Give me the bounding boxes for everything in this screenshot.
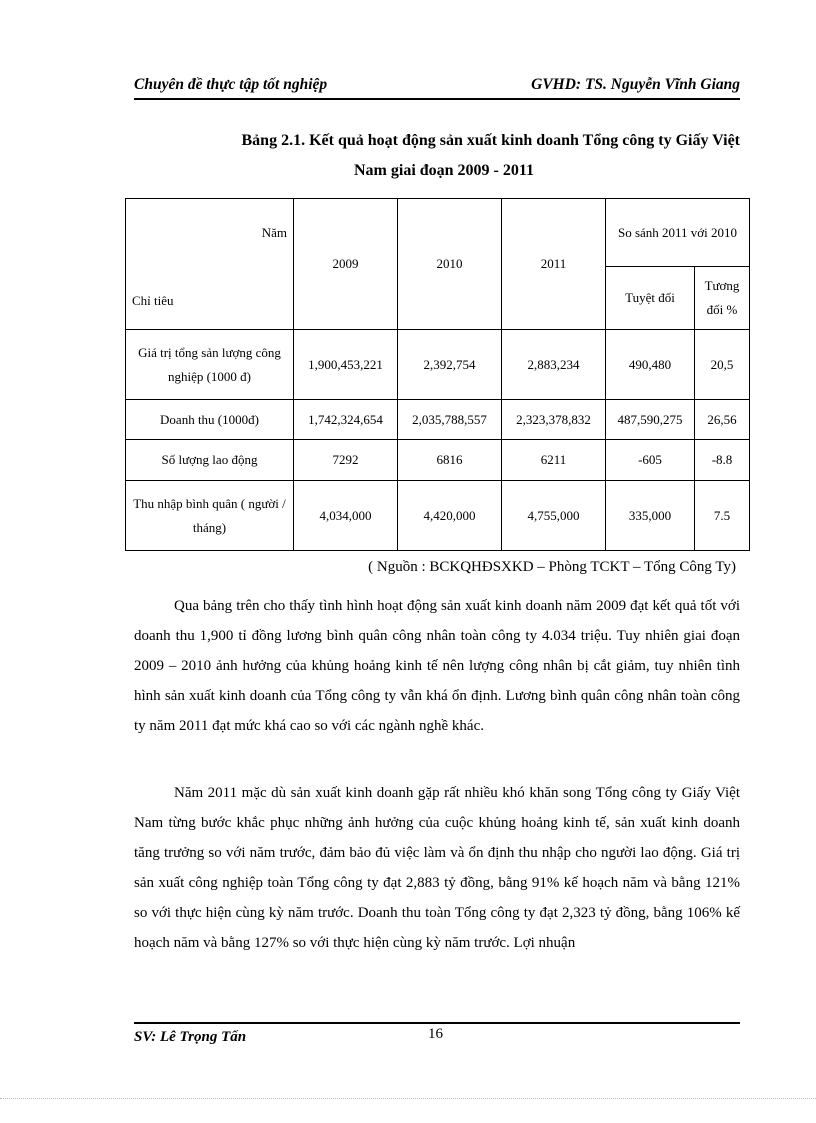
cell-2010: 4,420,000	[398, 481, 502, 551]
cell-relative: -8.8	[695, 440, 750, 481]
row-label: Số lượng lao động	[126, 440, 294, 481]
cell-absolute: 490,480	[606, 330, 695, 400]
bottom-dotted-divider	[0, 1098, 816, 1099]
paragraph-text: Năm 2011 mặc dù sản xuất kinh doanh gặp rất nhiều khó khăn song Tổng công ty Giấy Việt Nam từng bước khắc phục những ảnh hưởng của cuộc khủng hoảng kinh tế, sản xuất kinh doanh tăng trưởng so với năm trước, đảm bảo đủ việc làm và ổn định thu nhập cho người lao động. Giá trị sản xuất công nghiệp toàn Tổng công ty đạt 2,883 tỷ đồng, bằng 91% kế hoạch năm và bằng 121% so với thực hiện cùng kỳ năm trước. Doanh thu toàn Tổng công ty đạt 2,323 tỷ đồng, bằng 106% kế hoạch năm và bằng 127% so với thực hiện cùng kỳ năm trước. Lợi nhuận	[134, 785, 740, 951]
cell-2011: 2,323,378,832	[502, 400, 606, 440]
cell-relative: 7.5	[695, 481, 750, 551]
page-number: 16	[428, 1026, 443, 1042]
cell-absolute: 487,590,275	[606, 400, 695, 440]
header-year-label: Năm	[261, 225, 287, 240]
cell-2010: 6816	[398, 440, 502, 481]
cell-2011: 2,883,234	[502, 330, 606, 400]
cell-2009: 7292	[294, 440, 398, 481]
body-paragraph-1	[134, 591, 740, 741]
table-row	[126, 440, 750, 481]
cell-2011: 6211	[502, 440, 606, 481]
header-2011: 2011	[502, 199, 606, 330]
cell-2011: 4,755,000	[502, 481, 606, 551]
page-footer	[134, 1022, 740, 1054]
header-corner-cell	[126, 199, 294, 330]
cell-2009: 1,742,324,654	[294, 400, 398, 440]
row-label: Thu nhập bình quân ( người / tháng)	[126, 481, 294, 551]
table-caption-line1: Bảng 2.1. Kết quả hoạt động sản xuất kinh doanh Tổng công ty Giấy Việt	[241, 132, 740, 149]
table-caption-line2: Nam giai đoạn 2009 - 2011	[353, 162, 534, 179]
table-row	[126, 330, 750, 400]
header-left-title: Chuyên đề thực tập tốt nghiệp	[134, 76, 328, 93]
cell-absolute: -605	[606, 440, 695, 481]
row-label: Giá trị tổng sản lượng công nghiệp (1000 đ)	[126, 330, 294, 400]
header-right-advisor: GVHD: TS. Nguyễn Vĩnh Giang	[531, 76, 740, 93]
row-label: Doanh thu (1000đ)	[126, 400, 294, 440]
paragraph-text: Qua bảng trên cho thấy tình hình hoạt động sản xuất kinh doanh năm 2009 đạt kết quả tốt với doanh thu 1,900 tỉ đồng lương bình quân công nhân toàn công ty 4.034 triệu. Tuy nhiên giai đoạn 2009 – 2010 ảnh hưởng của khủng hoảng kinh tế nên lượng công nhân bị cắt giảm, tuy nhiên tình hình sản xuất kinh doanh của Tổng công ty vẫn khá ổn định. Lương bình quân công nhân toàn công ty năm 2011 đạt mức khá cao so với các ngành nghề khác.	[134, 598, 740, 734]
cell-absolute: 335,000	[606, 481, 695, 551]
header-indicator-label: Chỉ tiêu	[132, 293, 174, 308]
header-2010: 2010	[398, 199, 502, 330]
cell-2010: 2,035,788,557	[398, 400, 502, 440]
cell-relative: 26,56	[695, 400, 750, 440]
cell-relative: 20,5	[695, 330, 750, 400]
table-source-note: ( Nguồn : BCKQHĐSXKD – Phòng TCKT – Tổng Công Ty)	[368, 559, 736, 575]
cell-2010: 2,392,754	[398, 330, 502, 400]
results-table	[125, 198, 750, 551]
cell-2009: 1,900,453,221	[294, 330, 398, 400]
header-2009: 2009	[294, 199, 398, 330]
table-row	[126, 481, 750, 551]
table-row	[126, 400, 750, 440]
header-compare: So sánh 2011 với 2010	[606, 199, 750, 267]
footer-student-name: SV: Lê Trọng Tấn	[134, 1029, 247, 1045]
body-paragraph-2	[134, 778, 740, 958]
page-header	[134, 74, 740, 100]
cell-2009: 4,034,000	[294, 481, 398, 551]
header-relative: Tương đối %	[695, 267, 750, 330]
header-absolute: Tuyệt đối	[606, 267, 695, 330]
